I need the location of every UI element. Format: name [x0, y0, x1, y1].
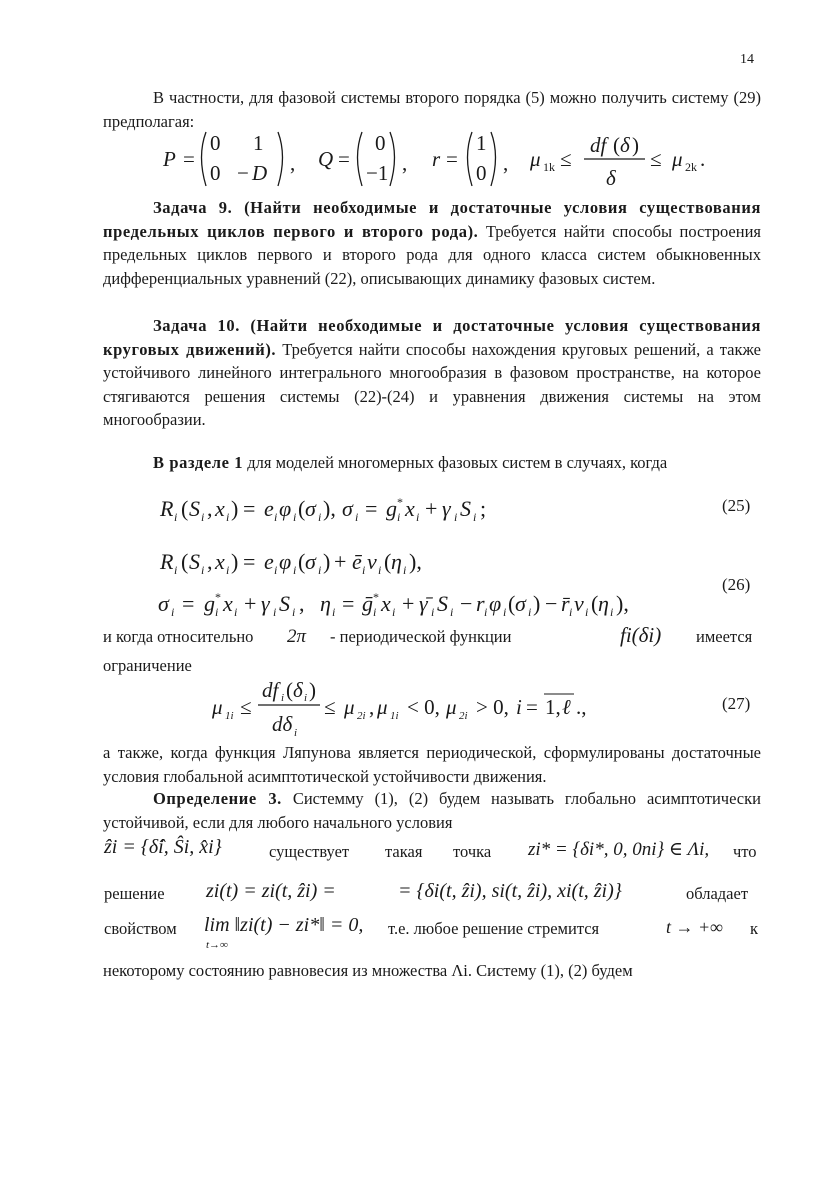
- definition-3: [103, 787, 761, 834]
- svg-text:=: =: [526, 695, 538, 719]
- svg-text:),: ),: [323, 496, 336, 521]
- svg-text:i: i: [293, 510, 297, 524]
- svg-text:i: i: [281, 692, 285, 704]
- svg-text:0: 0: [476, 161, 487, 185]
- periodic-c: - периодической функции: [330, 627, 512, 646]
- svg-text:i: i: [569, 605, 573, 619]
- svg-text:,: ,: [369, 695, 375, 719]
- limit-formula: lim ‖zi(t) − zi*‖ = 0,: [204, 914, 364, 936]
- def-word-solution: решение: [104, 884, 165, 903]
- svg-text:x: x: [223, 591, 233, 616]
- svg-text:*: *: [215, 590, 221, 604]
- svg-text:μ: μ: [672, 147, 683, 171]
- svg-text:0: 0: [210, 161, 221, 185]
- svg-text:μ: μ: [377, 695, 388, 719]
- svg-text:x: x: [381, 591, 391, 616]
- svg-text:): ): [533, 591, 541, 616]
- svg-text:x: x: [215, 496, 225, 521]
- svg-text:i: i: [362, 563, 366, 577]
- svg-text:μ: μ: [344, 695, 355, 719]
- svg-text:S: S: [460, 496, 471, 521]
- svg-text:df: df: [262, 678, 279, 702]
- svg-text:=: =: [338, 147, 350, 171]
- svg-text:i: i: [174, 563, 178, 577]
- svg-text:S: S: [279, 591, 290, 616]
- definition-last-line: некоторому состоянию равновесия из множества Λi. Систему (1), (2) будем: [103, 961, 633, 980]
- svg-text:P: P: [163, 147, 176, 171]
- formula-matrices-svg: [0, 0, 827, 200]
- svg-text:i: i: [215, 605, 219, 619]
- svg-text:i: i: [454, 510, 458, 524]
- svg-text:x: x: [215, 549, 225, 574]
- definition-3-body: Системму (1), (2) будем называть глобально асимптотически устойчивой, если для любого начального условия: [103, 789, 761, 832]
- def-word-property: свойством: [104, 919, 177, 938]
- svg-text:i: i: [355, 510, 359, 524]
- svg-text:σ: σ: [305, 549, 316, 574]
- svg-text:=: =: [183, 147, 195, 171]
- initial-condition: ẑi = {δ̂i, Ŝi, x̂i}: [104, 836, 222, 858]
- svg-text:=: =: [243, 496, 256, 521]
- paragraph-intro: В частности, для фазовой системы второго порядка (5) можно получить систему (29) предполагая:: [103, 88, 761, 131]
- svg-text:df: df: [590, 133, 607, 157]
- svg-text:1,: 1,: [545, 695, 561, 719]
- svg-text:ν: ν: [574, 591, 584, 616]
- page-number: 14: [740, 52, 754, 67]
- section-1-body: для моделей многомерных фазовых систем в случаях, когда: [243, 453, 668, 472]
- svg-text:;: ;: [480, 496, 487, 521]
- svg-text:< 0,: < 0,: [407, 695, 440, 719]
- svg-text:1i: 1i: [390, 710, 399, 722]
- svg-text:): ): [309, 678, 316, 702]
- definition-3-heading: Определение 3.: [153, 789, 282, 808]
- task-10-body: Требуется найти способы нахождения круговых решений, а также устойчивого линейного интегрального многообразия в фазовом пространстве, на которое стягиваются решения системы (22)-(24) и уравнения движения системы на этом многообразии.: [103, 339, 761, 429]
- svg-text:δ: δ: [620, 133, 630, 157]
- svg-text:i: i: [392, 605, 396, 619]
- svg-text:i: i: [304, 692, 308, 704]
- svg-text:(: (: [591, 591, 599, 616]
- svg-text:r: r: [476, 591, 485, 616]
- svg-text:),: ),: [616, 591, 629, 616]
- section-1-heading: В разделе 1: [153, 453, 244, 472]
- svg-text:Q: Q: [318, 147, 334, 171]
- svg-text:μ: μ: [530, 147, 541, 171]
- svg-text:−: −: [545, 591, 558, 616]
- svg-text:*: *: [373, 590, 379, 604]
- task-9-body: Требуется найти способы построения предельных циклов первого и второго рода для одного класса систем обыкновенных дифференциальных уравнений (22), описывающих динамику фазовых систем.: [103, 221, 762, 288]
- equation-25-number: (25): [722, 496, 751, 515]
- svg-text:i: i: [274, 510, 278, 524]
- t-to-infinity: t → +∞: [666, 917, 723, 937]
- svg-text:δ: δ: [293, 678, 303, 702]
- svg-text:−: −: [237, 161, 249, 185]
- svg-text:r̄: r̄: [561, 591, 570, 616]
- svg-text:γ: γ: [442, 496, 451, 521]
- svg-text:): ): [231, 496, 239, 521]
- svg-text:σ: σ: [342, 496, 353, 521]
- svg-text:≤: ≤: [240, 695, 252, 719]
- svg-text:i: i: [273, 605, 277, 619]
- svg-text:+: +: [425, 496, 438, 521]
- svg-text:): ): [231, 549, 239, 574]
- svg-text:i: i: [293, 563, 297, 577]
- svg-text:μ: μ: [446, 695, 457, 719]
- svg-text:=: =: [446, 147, 458, 171]
- svg-text:r: r: [432, 147, 441, 171]
- svg-text:σ: σ: [305, 496, 316, 521]
- svg-text:i: i: [201, 563, 205, 577]
- svg-text:> 0,: > 0,: [476, 695, 509, 719]
- svg-text:i: i: [226, 510, 230, 524]
- svg-text:+: +: [334, 549, 347, 574]
- svg-text:=: =: [365, 496, 378, 521]
- svg-text:i: i: [171, 605, 175, 619]
- svg-text:i: i: [528, 605, 532, 619]
- task-9: [103, 196, 761, 290]
- svg-text:≤: ≤: [560, 147, 572, 171]
- task-10-heading: Задача 10. (Найти необходимые и достаточные условия существования круговых движений).: [103, 316, 761, 359]
- svg-text:i: i: [585, 605, 589, 619]
- svg-text:,: ,: [207, 496, 213, 521]
- svg-text:δ: δ: [606, 166, 616, 190]
- task-10: [103, 314, 761, 432]
- section-1-paragraph: [103, 451, 761, 475]
- svg-text:i: i: [174, 510, 178, 524]
- svg-text:i: i: [416, 510, 420, 524]
- svg-text:(: (: [298, 496, 306, 521]
- svg-text:.: .: [700, 147, 706, 171]
- svg-text:+: +: [244, 591, 257, 616]
- svg-text:S: S: [189, 496, 200, 521]
- svg-text:i: i: [274, 563, 278, 577]
- svg-text:.,: .,: [576, 695, 587, 719]
- svg-text:i: i: [503, 605, 507, 619]
- svg-text:S: S: [189, 549, 200, 574]
- svg-text:i: i: [516, 695, 522, 719]
- svg-text:=: =: [342, 591, 355, 616]
- svg-text:γ̄: γ̄: [419, 591, 428, 616]
- paragraph-lyapunov: а также, когда функция Ляпунова является периодической, сформулированы достаточные условия глобальной асимптотической устойчивости движения.: [103, 743, 761, 786]
- svg-text:i: i: [403, 563, 407, 577]
- svg-text:1: 1: [476, 131, 487, 155]
- svg-text:(: (: [508, 591, 516, 616]
- svg-text:,: ,: [503, 151, 509, 175]
- svg-text:φ: φ: [279, 496, 292, 521]
- svg-text:i: i: [610, 605, 614, 619]
- svg-text:σ: σ: [515, 591, 526, 616]
- svg-text:ḡ: ḡ: [362, 591, 373, 616]
- svg-text:i: i: [332, 605, 336, 619]
- svg-text:2i: 2i: [459, 710, 468, 722]
- svg-text:(: (: [181, 496, 189, 521]
- def-word-has: обладает: [686, 884, 749, 903]
- def-word-that: что: [733, 842, 757, 861]
- svg-text:i: i: [431, 605, 435, 619]
- svg-text:): ): [323, 549, 331, 574]
- svg-text:i: i: [378, 563, 382, 577]
- task-9-heading: Задача 9. (Найти необходимые и достаточные условия существования предельных циклов первого и второго рода).: [103, 198, 761, 241]
- svg-text:i: i: [226, 563, 230, 577]
- svg-text:(: (: [286, 678, 293, 702]
- svg-text:g: g: [386, 496, 397, 521]
- equation-26-number: (26): [722, 575, 751, 594]
- svg-text:x: x: [405, 496, 415, 521]
- svg-text:0: 0: [210, 131, 221, 155]
- svg-text:1: 1: [253, 131, 264, 155]
- svg-text:R: R: [160, 496, 174, 521]
- svg-text:μ: μ: [212, 695, 223, 719]
- svg-text:i: i: [294, 727, 298, 739]
- svg-text:i: i: [450, 605, 454, 619]
- def-word-exists: существует: [269, 842, 350, 861]
- svg-text:1i: 1i: [225, 710, 234, 722]
- svg-text:0: 0: [375, 131, 386, 155]
- svg-text:ē: ē: [352, 549, 362, 574]
- equilibrium-point: zi* = {δi*, 0, 0ni} ∈ Λi,: [528, 839, 710, 860]
- svg-text:=: =: [182, 591, 195, 616]
- svg-text:,: ,: [299, 591, 305, 616]
- svg-text:i: i: [318, 563, 322, 577]
- periodic-f: fi(δi): [620, 623, 662, 647]
- solution-formula-2: = {δi(t, ẑi), si(t, ẑi), xi(t, ẑi)}: [398, 880, 622, 902]
- svg-text:+: +: [402, 591, 415, 616]
- periodic-2pi: 2π: [287, 626, 307, 647]
- svg-text:2i: 2i: [357, 710, 366, 722]
- svg-text:i: i: [318, 510, 322, 524]
- svg-text:,: ,: [290, 151, 296, 175]
- svg-text:η: η: [598, 591, 609, 616]
- svg-text:σ: σ: [158, 591, 169, 616]
- svg-text:η: η: [320, 591, 331, 616]
- equation-27-number: (27): [722, 694, 751, 713]
- def-word-point: точка: [453, 842, 492, 861]
- svg-text:S: S: [437, 591, 448, 616]
- svg-text:,: ,: [207, 549, 213, 574]
- svg-text:φ: φ: [279, 549, 292, 574]
- svg-text:e: e: [264, 496, 274, 521]
- svg-text:(: (: [613, 133, 620, 157]
- svg-text:i: i: [397, 510, 401, 524]
- periodic-f-word: ограничение: [103, 656, 192, 675]
- svg-text:ℓ: ℓ: [562, 695, 571, 719]
- svg-text:R: R: [160, 549, 174, 574]
- svg-text:−: −: [460, 591, 473, 616]
- svg-text:=: =: [243, 549, 256, 574]
- svg-text:),: ),: [409, 549, 422, 574]
- svg-text:): ): [632, 133, 639, 157]
- svg-text:i: i: [484, 605, 488, 619]
- svg-text:≤: ≤: [650, 147, 662, 171]
- svg-text:(: (: [384, 549, 392, 574]
- limit-subscript: t→∞: [206, 939, 228, 951]
- svg-text:i: i: [373, 605, 377, 619]
- svg-text:D: D: [252, 161, 268, 185]
- svg-text:2k: 2k: [685, 160, 697, 174]
- svg-text:1k: 1k: [543, 160, 555, 174]
- svg-text:−1: −1: [366, 161, 389, 185]
- def-word-to: к: [750, 919, 759, 938]
- svg-text:i: i: [473, 510, 477, 524]
- svg-text:(: (: [298, 549, 306, 574]
- svg-text:i: i: [234, 605, 238, 619]
- svg-text:i: i: [292, 605, 296, 619]
- svg-text:dδ: dδ: [272, 712, 293, 736]
- svg-text:γ: γ: [261, 591, 270, 616]
- svg-text:*: *: [397, 495, 403, 509]
- svg-text:,: ,: [402, 151, 408, 175]
- periodic-a: и когда относительно: [103, 627, 254, 646]
- svg-text:φ: φ: [489, 591, 502, 616]
- periodic-e: имеется: [696, 627, 753, 646]
- svg-text:η: η: [391, 549, 402, 574]
- svg-text:≤: ≤: [324, 695, 336, 719]
- svg-text:i: i: [201, 510, 205, 524]
- svg-text:(: (: [181, 549, 189, 574]
- def-word-such: такая: [385, 842, 423, 861]
- solution-formula: zi(t) = zi(t, ẑi) =: [206, 880, 336, 902]
- svg-text:ν: ν: [367, 549, 377, 574]
- svg-text:e: e: [264, 549, 274, 574]
- def-limit-text: т.е. любое решение стремится: [388, 919, 600, 938]
- svg-text:g: g: [204, 591, 215, 616]
